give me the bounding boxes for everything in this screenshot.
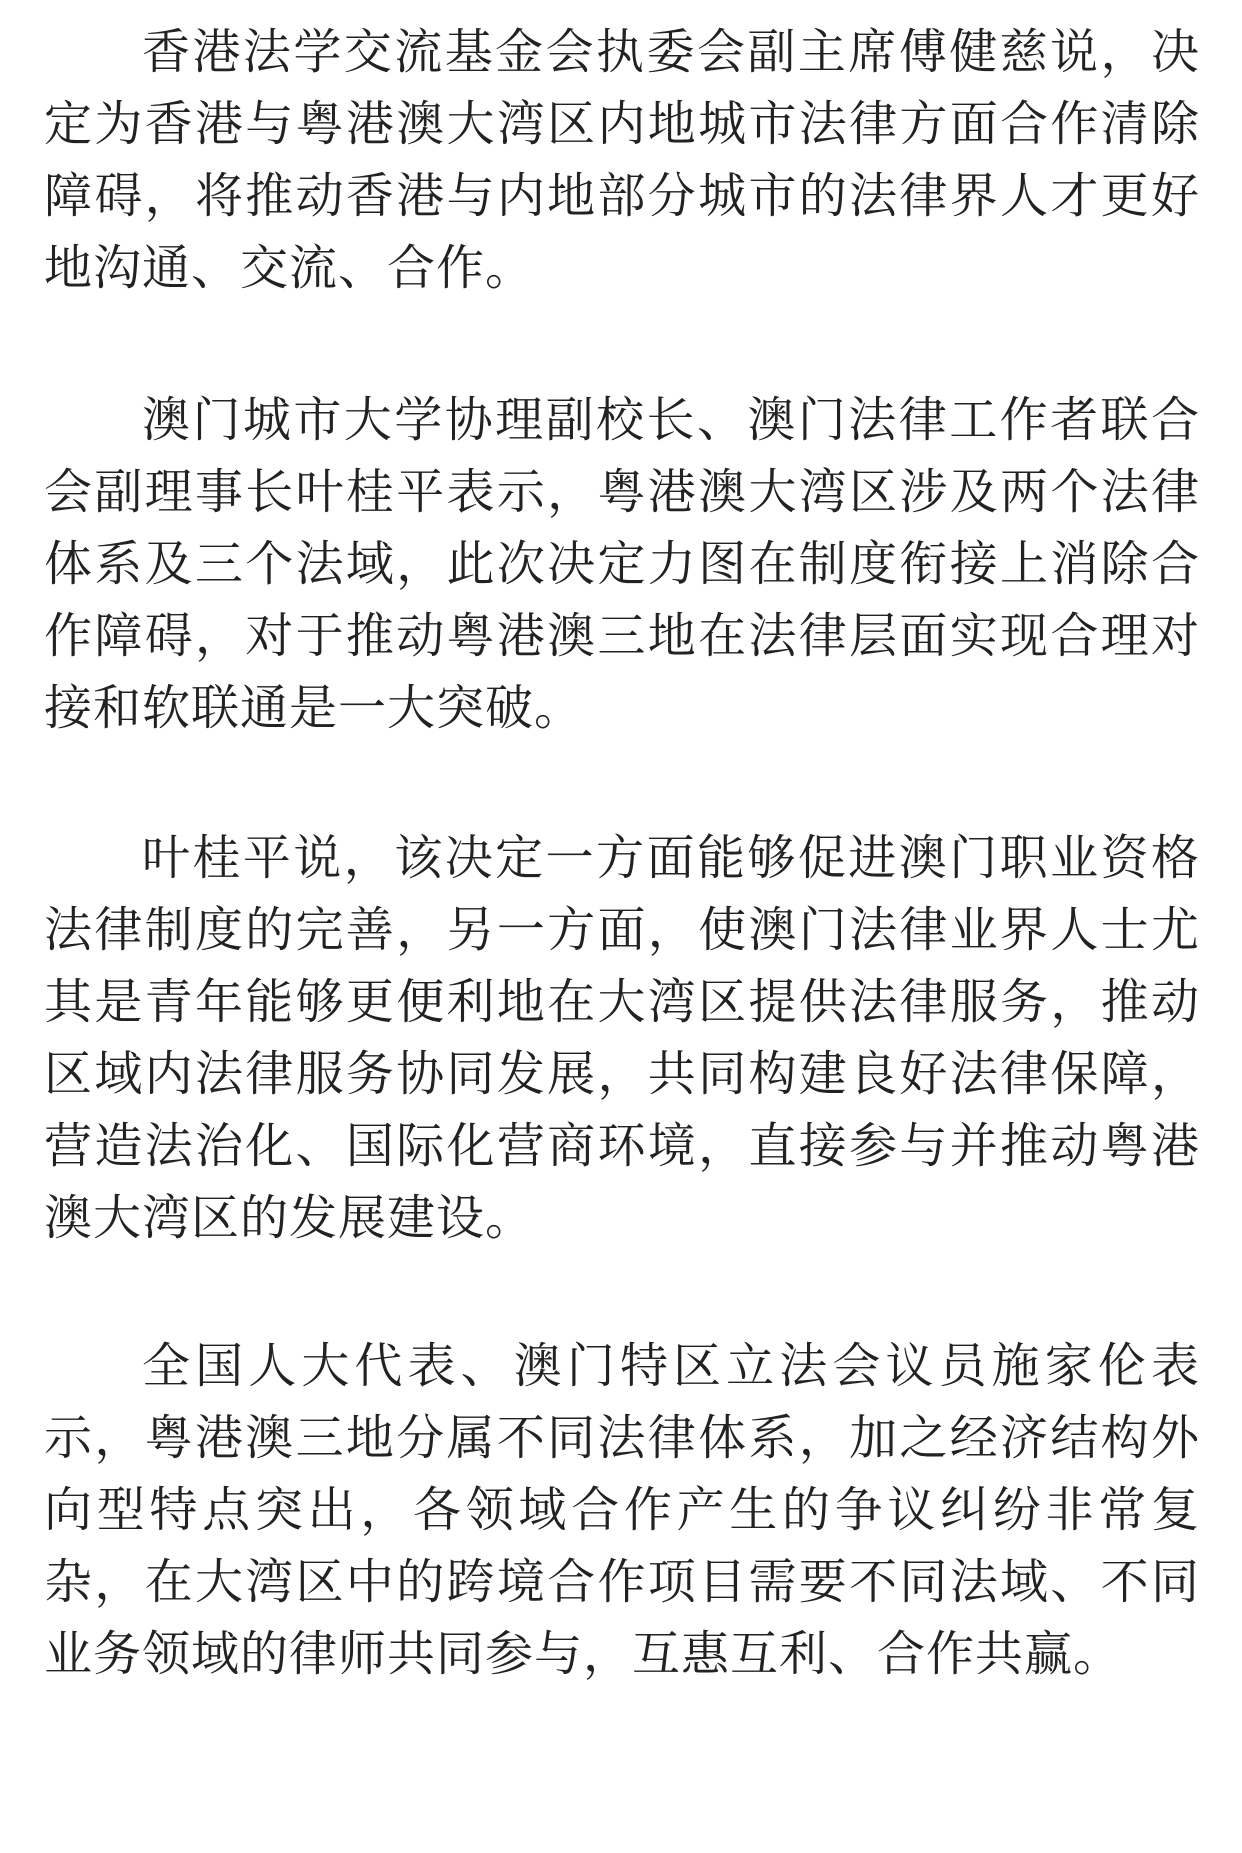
article-paragraph: 香港法学交流基金会执委会副主席傅健慈说，决定为香港与粤港澳大湾区内地城市法律方面合作清除障碍，将推动香港与内地部分城市的法律界人才更好地沟通、交流、合作。 [44, 24, 1200, 296]
article-paragraph: 叶桂平说，该决定一方面能够促进澳门职业资格法律制度的完善，另一方面，使澳门法律业界人士尤其是青年能够更便利地在大湾区提供法律服务，推动区域内法律服务协同发展，共同构建良好法律保障，营造法治化、国际化营商环境，直接参与并推动粤港澳大湾区的发展建设。 [44, 830, 1200, 1246]
article-paragraph: 澳门城市大学协理副校长、澳门法律工作者联合会副理事长叶桂平表示，粤港澳大湾区涉及两个法律体系及三个法域，此次决定力图在制度衔接上消除合作障碍，对于推动粤港澳三地在法律层面实现合理对接和软联通是一大突破。 [44, 392, 1200, 736]
article-paragraph: 全国人大代表、澳门特区立法会议员施家伦表示，粤港澳三地分属不同法律体系，加之经济结构外向型特点突出，各领域合作产生的争议纠纷非常复杂，在大湾区中的跨境合作项目需要不同法域、不同业务领域的律师共同参与，互惠互利、合作共赢。 [44, 1338, 1200, 1682]
